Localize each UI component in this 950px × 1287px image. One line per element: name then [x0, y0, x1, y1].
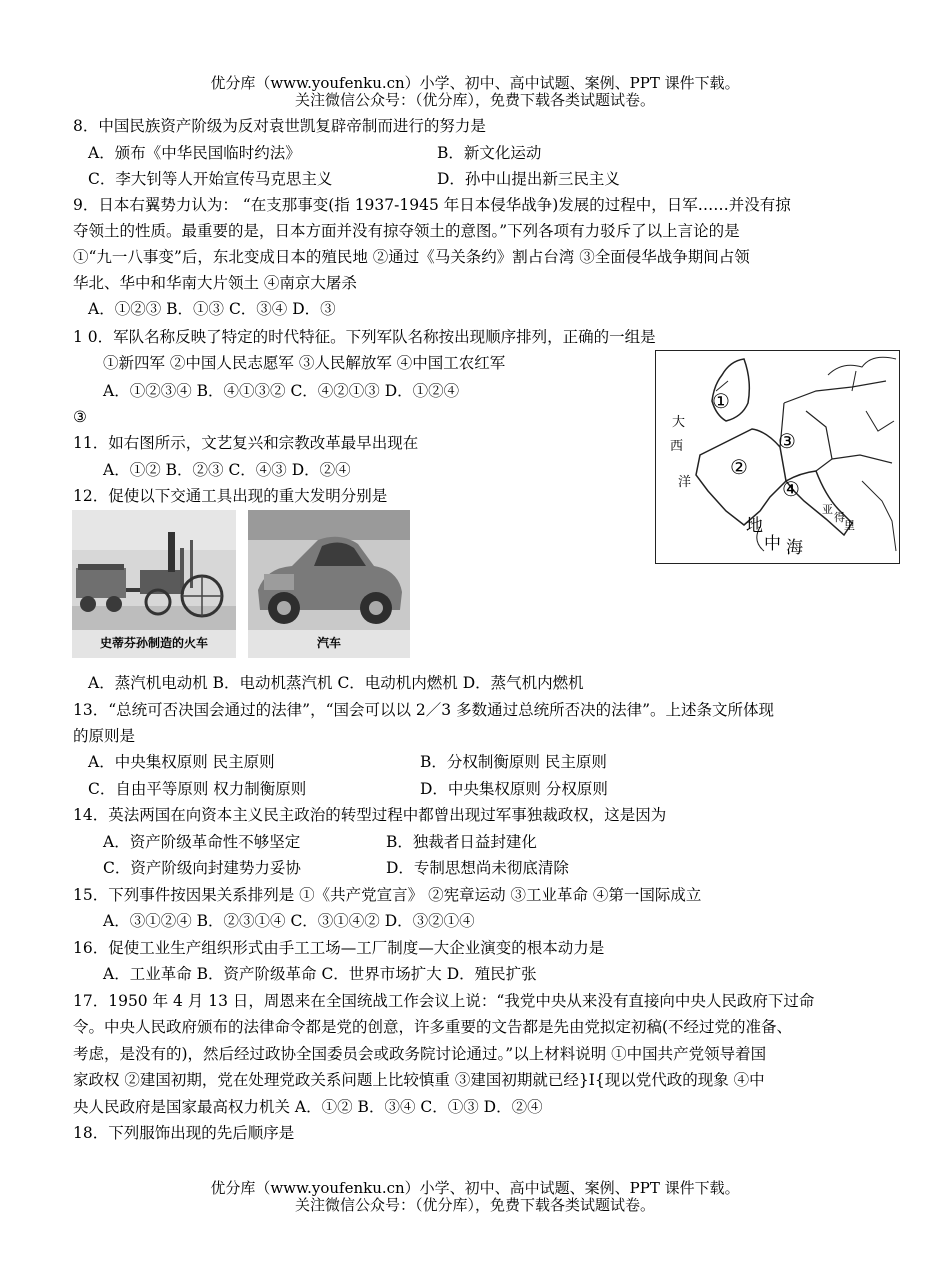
question-14-option-d: D．专制思想尚未彻底清除: [386, 859, 569, 877]
question-9-line-1: 9．日本右翼势力认为： “在支那事变(指 1937-1945 年日本侵华战争)发展的过程中，日军……并没有掠: [73, 196, 791, 214]
page-footer-line-2: 关注微信公众号：（优分库），免费下载各类试题试卷。: [294, 1196, 655, 1214]
page-header-line-2: 关注微信公众号：（优分库），免费下载各类试题试卷。: [294, 91, 655, 109]
question-13-option-a: A．中央集权原则 民主原则: [88, 753, 275, 771]
map-label-med-3: 海: [786, 538, 803, 558]
map-marker-2: ②: [730, 455, 748, 479]
question-13-line-2: 的原则是: [73, 727, 136, 745]
question-14-option-a: A．资产阶级革命性不够坚定: [103, 833, 301, 851]
question-10-options-wrap: ③: [73, 408, 87, 426]
question-13-line-1: 13．“总统可否决国会通过的法律”，“国会可以以 2／3 多数通过总统所否决的法律”。上述条文所体现: [73, 701, 774, 719]
question-17-line-3: 考虑，是没有的)，然后经过政协全国委员会或政务院讨论通过。”以上材料说明 ①中国共产党领导着国: [73, 1045, 767, 1063]
question-14-option-c: C．资产阶级向封建势力妥协: [103, 859, 301, 877]
question-9-line-3: ①“九一八事变”后，东北变成日本的殖民地 ②通过《马关条约》割占台湾 ③全面侵华战争期间占领: [73, 248, 750, 266]
car-caption: 汽车: [316, 636, 341, 650]
question-18-stem: 18．下列服饰出现的先后顺序是: [73, 1124, 295, 1142]
map-label-atlantic-2: 西: [670, 439, 684, 454]
train-photo: [72, 510, 236, 658]
map-label-adriatic-1: 亚: [822, 503, 833, 516]
map-label-adriatic-3: 里: [844, 519, 855, 532]
page-footer-line-1: 优分库（www.youfenku.cn）小学、初中、高中试题、案例、PPT 课件下载。: [210, 1179, 740, 1197]
question-8-option-b: B．新文化运动: [437, 144, 542, 162]
question-9-line-4: 华北、华中和华南大片领土 ④南京大屠杀: [73, 274, 357, 292]
question-16-stem: 16．促使工业生产组织形式由手工工场—工厂制度—大企业演变的根本动力是: [73, 939, 605, 957]
map-label-adriatic-2: 得: [834, 511, 845, 524]
map-marker-1: ①: [712, 389, 730, 413]
question-8-option-d: D．孙中山提出新三民主义: [437, 170, 620, 188]
map-marker-4: ④: [782, 477, 800, 501]
europe-map: [655, 350, 900, 564]
question-8-option-c: C．李大钊等人开始宣传马克思主义: [88, 170, 333, 188]
map-label-atlantic-3: 洋: [678, 475, 692, 490]
question-9-line-2: 夺领土的性质。最重要的是，日本方面并没有掠夺领土的意图。”下列各项有力驳斥了以上言论的是: [73, 222, 740, 240]
question-13-option-b: B．分权制衡原则 民主原则: [420, 753, 607, 771]
car-photo: [248, 510, 410, 658]
question-16-options: A．工业革命 B．资产阶级革命 C．世界市场扩大 D．殖民扩张: [103, 965, 537, 983]
map-label-med-2: 中: [764, 534, 781, 554]
question-15-stem: 15．下列事件按因果关系排列是 ①《共产党宣言》 ②宪章运动 ③工业革命 ④第一国际成立: [73, 886, 702, 904]
question-14-option-b: B．独裁者日益封建化: [386, 833, 537, 851]
question-10-stem: 1 0．军队名称反映了特定的时代特征。下列军队名称按出现顺序排列，正确的一组是: [73, 328, 656, 346]
question-17-line-1: 17．1950 年 4 月 13 日，周恩来在全国统战工作会议上说：“我党中央从来没有直接向中央人民政府下过命: [73, 992, 815, 1010]
map-marker-3: ③: [778, 429, 796, 453]
question-17-line-4: 家政权 ②建国初期，党在处理党政关系问题上比较慎重 ③建国初期就已经}I{现以党代政的现象 ④中: [73, 1071, 765, 1089]
question-9-options: A．①②③ B．①③ C．③④ D．③: [88, 300, 336, 318]
question-11-options: A．①② B．②③ C．④③ D．②④: [103, 461, 351, 479]
question-15-options: A．③①②④ B．②③①④ C．③①④② D．③②①④: [103, 912, 475, 930]
question-10-items: ①新四军 ②中国人民志愿军 ③人民解放军 ④中国工农红军: [103, 354, 506, 372]
question-14-stem: 14．英法两国在向资本主义民主政治的转型过程中都曾出现过军事独裁政权，这是因为: [73, 806, 667, 824]
map-label-atlantic-1: 大: [672, 415, 686, 430]
question-13-option-d: D．中央集权原则 分权原则: [420, 780, 608, 798]
question-13-option-c: C．自由平等原则 权力制衡原则: [88, 780, 307, 798]
question-10-options: A．①②③④ B．④①③② C．④②①③ D．①②④: [103, 382, 460, 400]
question-8-option-a: A．颁布《中华民国临时约法》: [88, 144, 301, 162]
question-11-stem: 11．如右图所示，文艺复兴和宗教改革最早出现在: [73, 434, 419, 452]
question-17-line-2: 令。中央人民政府颁布的法律命令都是党的创意，许多重要的文告都是先由党拟定初稿(不经过党的准备、: [73, 1018, 793, 1036]
question-12-stem: 12．促使以下交通工具出现的重大发明分别是: [73, 487, 388, 505]
question-8-stem: 8．中国民族资产阶级为反对袁世凯复辟帝制而进行的努力是: [73, 117, 486, 135]
map-label-med-1: 地: [746, 516, 763, 536]
page-header-line-1: 优分库（www.youfenku.cn）小学、初中、高中试题、案例、PPT 课件下载。: [210, 74, 740, 92]
question-17-line-5: 央人民政府是国家最高权力机关 A．①② B．③④ C．①③ D．②④: [73, 1098, 543, 1116]
question-12-options: A．蒸汽机电动机 B．电动机蒸汽机 C．电动机内燃机 D．蒸气机内燃机: [88, 674, 584, 692]
train-caption: 史蒂芬孙制造的火车: [99, 636, 208, 650]
